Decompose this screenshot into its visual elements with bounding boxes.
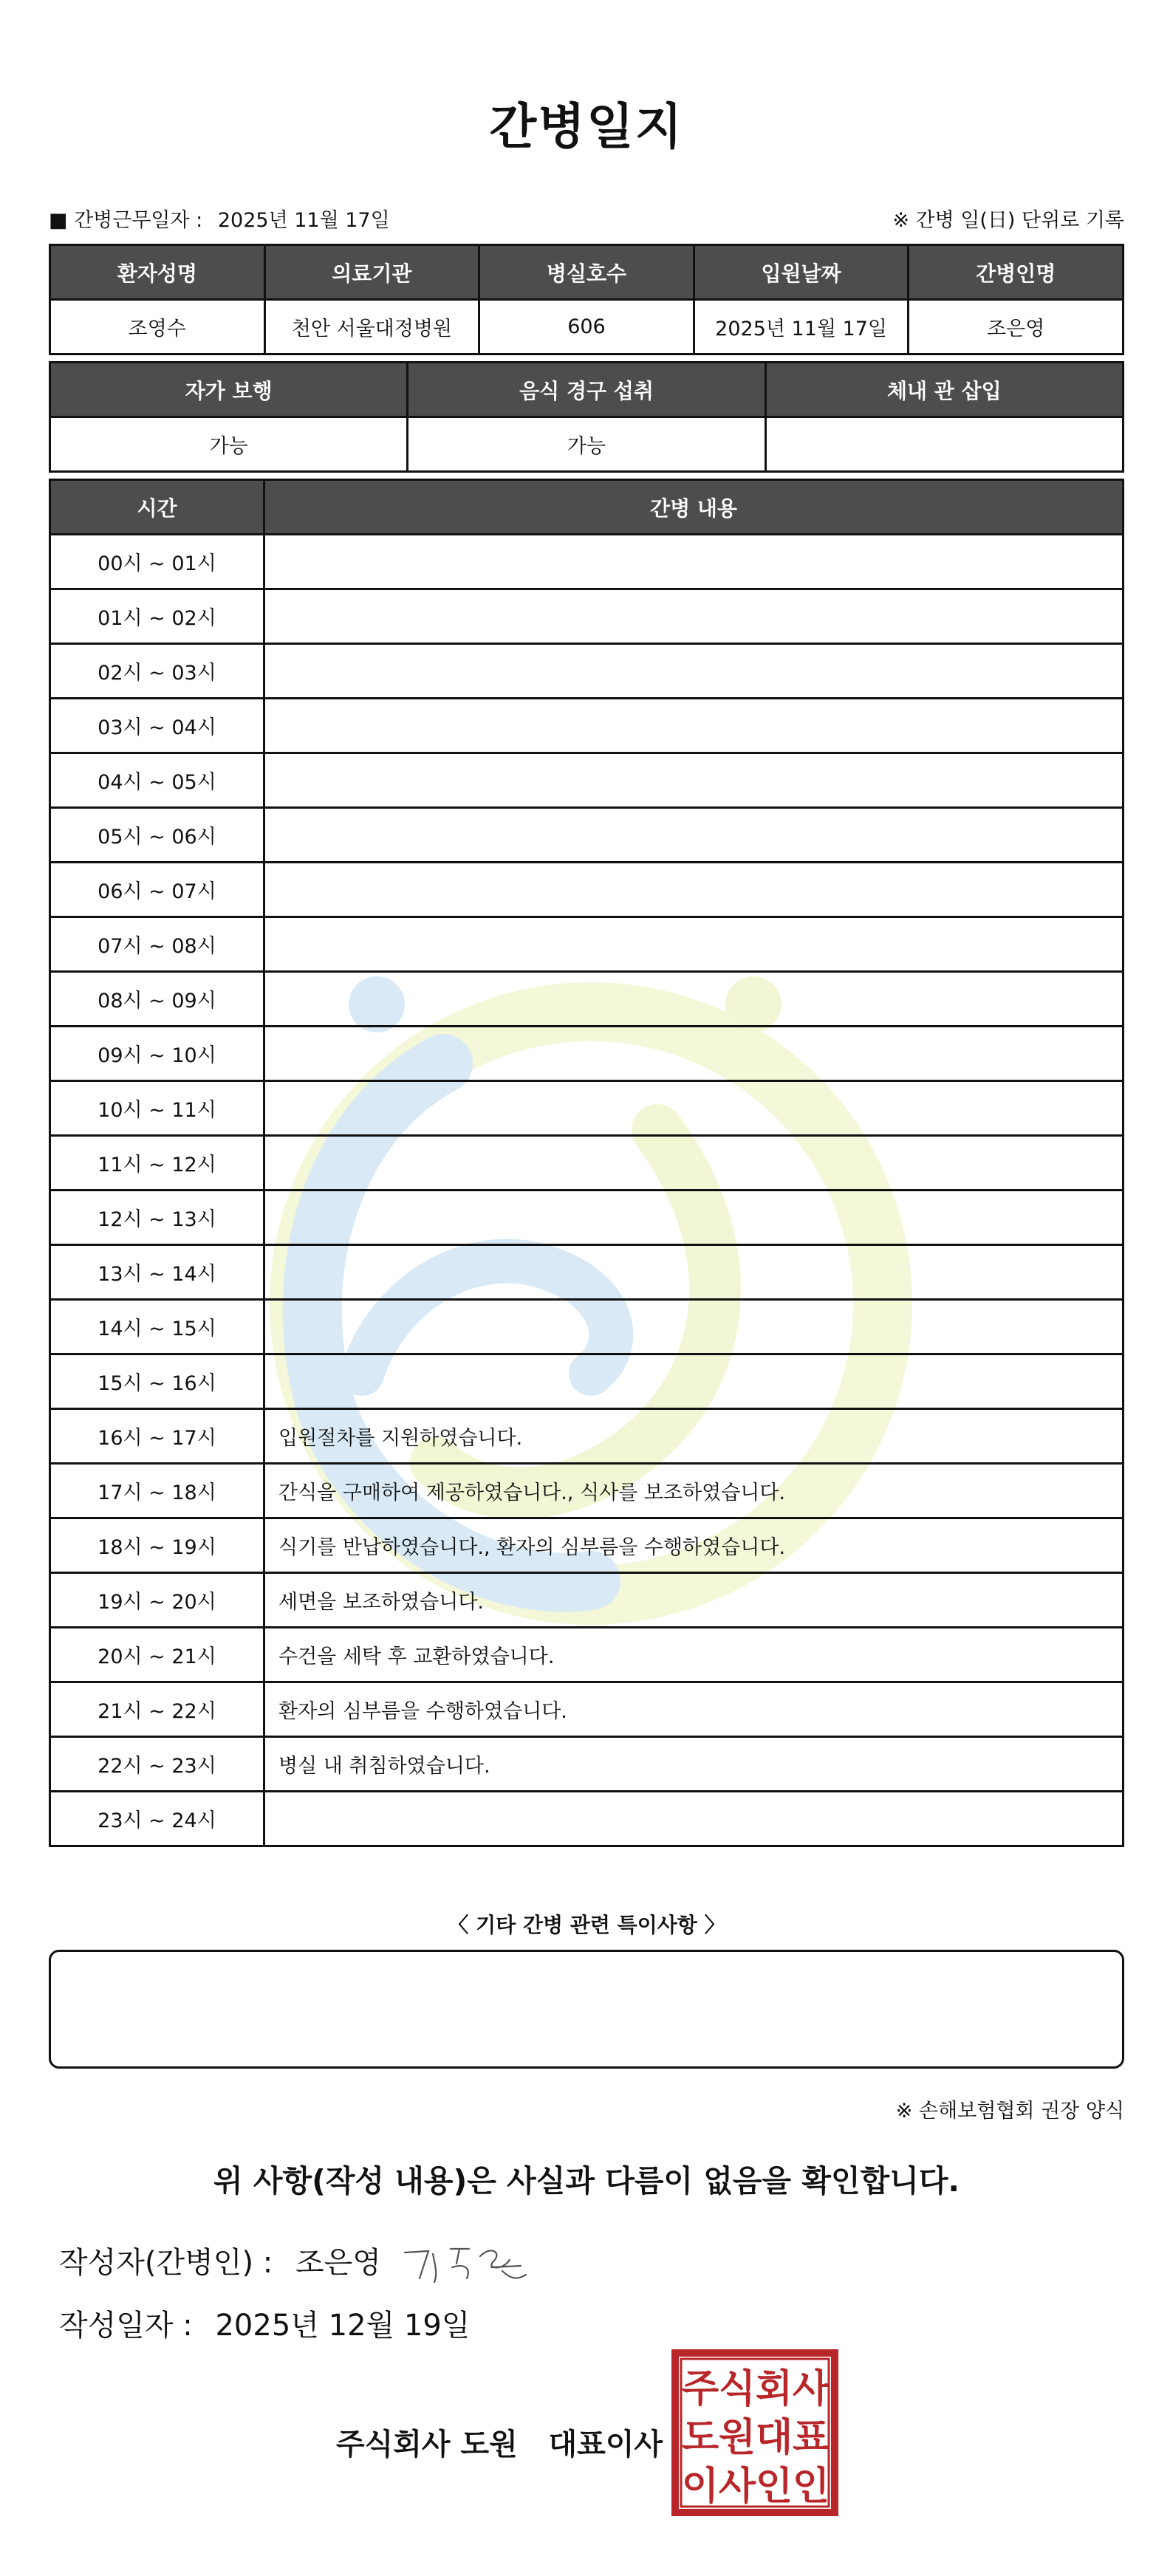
care-log-row <box>50 917 1124 972</box>
care-log-row <box>50 972 1124 1027</box>
care-log-row <box>50 535 1124 589</box>
company-seal-stamp <box>671 2349 839 2517</box>
care-log-time: 22시 ~ 23시 <box>50 1737 264 1792</box>
header-room-number: 병실호수 <box>479 245 694 300</box>
care-log-time: 10시 ~ 11시 <box>50 1081 264 1136</box>
care-log-row <box>50 808 1124 863</box>
remarks-heading: 〈 기타 간병 관련 특이사항 〉 <box>448 1913 725 1937</box>
care-log-content <box>264 589 1124 644</box>
care-log-content <box>264 972 1124 1027</box>
care-log-header-row <box>50 480 1124 535</box>
header-oral-intake: 음식 경구 섭취 <box>408 363 765 417</box>
written-date-line <box>59 2302 470 2344</box>
recommended-form-note: ※ 손해보험협회 권장 양식 <box>895 2100 1124 2123</box>
care-log-row <box>50 1792 1124 1846</box>
seal-glyph: 도 <box>681 2416 719 2460</box>
writer-name: 조은영 <box>295 2246 381 2280</box>
care-log-time: 05시 ~ 06시 <box>50 808 264 863</box>
care-log-time: 00시 ~ 01시 <box>50 535 264 589</box>
care-log-content <box>264 699 1124 753</box>
seal-glyph: 인 <box>755 2464 793 2509</box>
care-log-content: 입원절차를 지원하였습니다. <box>264 1409 1124 1464</box>
patient-info-table <box>49 244 1124 355</box>
care-log-content <box>264 1191 1124 1245</box>
care-log-time: 06시 ~ 07시 <box>50 863 264 917</box>
care-log-content <box>264 1245 1124 1300</box>
care-log-row <box>50 753 1124 808</box>
seal-glyph: 대 <box>755 2416 793 2460</box>
care-log-time: 03시 ~ 04시 <box>50 699 264 753</box>
care-log-time: 15시 ~ 16시 <box>50 1354 264 1409</box>
page-title: 간병일지 <box>489 98 684 155</box>
care-log-time: 04시 ~ 05시 <box>50 753 264 808</box>
care-log-row <box>50 644 1124 699</box>
handwritten-signature <box>399 2238 532 2289</box>
care-log-row <box>50 1518 1124 1573</box>
writer-line <box>59 2239 381 2281</box>
care-log-row <box>50 1027 1124 1081</box>
care-log-row <box>50 589 1124 644</box>
care-log-time: 09시 ~ 10시 <box>50 1027 264 1081</box>
care-log-content: 간식을 구매하여 제공하였습니다., 식사를 보조하였습니다. <box>264 1464 1124 1518</box>
care-log-content: 식기를 반납하였습니다., 환자의 심부름을 수행하였습니다. <box>264 1518 1124 1573</box>
care-log-content <box>264 1027 1124 1081</box>
care-log-row <box>50 1136 1124 1191</box>
header-self-walking: 자가 보행 <box>50 363 408 417</box>
care-log-time: 16시 ~ 17시 <box>50 1409 264 1464</box>
care-log-time: 12시 ~ 13시 <box>50 1191 264 1245</box>
work-date-label: ■ 간병근무일자 : <box>49 209 203 232</box>
care-log-content: 세면을 보조하였습니다. <box>264 1573 1124 1628</box>
daily-record-note: ※ 간병 일(日) 단위로 기록 <box>892 209 1124 232</box>
room-number: 606 <box>479 300 694 354</box>
care-log-row <box>50 1245 1124 1300</box>
header-time: 시간 <box>50 480 264 535</box>
care-log-row <box>50 1573 1124 1628</box>
patient-name: 조영수 <box>50 300 265 354</box>
seal-glyph: 사 <box>792 2367 830 2411</box>
admission-date: 2025년 11월 17일 <box>694 300 909 354</box>
patient-status-table <box>49 361 1124 473</box>
care-log-row <box>50 699 1124 753</box>
work-date-value: 2025년 11월 17일 <box>217 209 390 232</box>
care-log-time: 19시 ~ 20시 <box>50 1573 264 1628</box>
patient-status-value-row <box>50 417 1124 472</box>
seal-glyph: 이 <box>681 2464 719 2509</box>
header-tube-insertion: 체내 관 삽입 <box>765 363 1123 417</box>
care-log-time: 02시 ~ 03시 <box>50 644 264 699</box>
header-care-content: 간병 내용 <box>264 480 1124 535</box>
oral-intake-value: 가능 <box>408 417 765 472</box>
written-date-label: 작성일자 : <box>59 2309 193 2343</box>
remarks-box <box>49 1950 1124 2069</box>
care-log-table <box>49 479 1124 1847</box>
care-log-row <box>50 863 1124 917</box>
care-log-content <box>264 753 1124 808</box>
care-log-row <box>50 1628 1124 1682</box>
seal-glyph: 인 <box>792 2464 830 2509</box>
writer-label: 작성자(간병인) : <box>59 2246 273 2280</box>
seal-glyph: 주 <box>681 2367 719 2411</box>
care-log-content <box>264 1081 1124 1136</box>
care-log-row <box>50 1300 1124 1354</box>
care-log-time: 23시 ~ 24시 <box>50 1792 264 1846</box>
care-log-content <box>264 863 1124 917</box>
care-log-content <box>264 1792 1124 1846</box>
care-log-time: 11시 ~ 12시 <box>50 1136 264 1191</box>
care-log-row <box>50 1191 1124 1245</box>
written-date-value: 2025년 12월 19일 <box>215 2309 471 2343</box>
care-log-content: 환자의 심부름을 수행하였습니다. <box>264 1682 1124 1737</box>
care-log-row <box>50 1354 1124 1409</box>
care-log-content: 병실 내 취침하였습니다. <box>264 1737 1124 1792</box>
care-log-row <box>50 1081 1124 1136</box>
care-log-content <box>264 1300 1124 1354</box>
seal-glyph: 사 <box>718 2464 756 2509</box>
care-log-row <box>50 1409 1124 1464</box>
patient-info-header-row <box>50 245 1124 300</box>
care-log-time: 08시 ~ 09시 <box>50 972 264 1027</box>
care-log-content <box>264 917 1124 972</box>
seal-glyph: 식 <box>718 2367 756 2411</box>
header-caregiver-name: 간병인명 <box>909 245 1124 300</box>
care-log-time: 14시 ~ 15시 <box>50 1300 264 1354</box>
care-log-content <box>264 808 1124 863</box>
care-log-time: 17시 ~ 18시 <box>50 1464 264 1518</box>
care-log-row <box>50 1682 1124 1737</box>
self-walking-value: 가능 <box>50 417 408 472</box>
tube-insertion-value <box>765 417 1123 472</box>
header-patient-name: 환자성명 <box>50 245 265 300</box>
care-log-content: 수건을 세탁 후 교환하였습니다. <box>264 1628 1124 1682</box>
care-log-content <box>264 644 1124 699</box>
care-log-time: 01시 ~ 02시 <box>50 589 264 644</box>
care-log-time: 21시 ~ 22시 <box>50 1682 264 1737</box>
header-hospital: 의료기관 <box>264 245 479 300</box>
care-log-time: 18시 ~ 19시 <box>50 1518 264 1573</box>
company-representative: 주식회사 도원 대표이사 <box>336 2428 663 2462</box>
care-log-row <box>50 1737 1124 1792</box>
care-log-content <box>264 1354 1124 1409</box>
patient-info-value-row <box>50 300 1124 354</box>
care-log-time: 20시 ~ 21시 <box>50 1628 264 1682</box>
care-log-row <box>50 1464 1124 1518</box>
work-date-line <box>49 204 390 233</box>
patient-status-header-row <box>50 363 1124 417</box>
hospital-name: 천안 서울대정병원 <box>264 300 479 354</box>
confirmation-statement: 위 사항(작성 내용)은 사실과 다름이 없음을 확인합니다. <box>213 2163 960 2199</box>
care-log-time: 13시 ~ 14시 <box>50 1245 264 1300</box>
care-log-content <box>264 535 1124 589</box>
header-admission-date: 입원날짜 <box>694 245 909 300</box>
seal-glyph: 원 <box>718 2416 756 2460</box>
seal-glyph: 회 <box>755 2367 793 2411</box>
caregiver-name: 조은영 <box>909 300 1124 354</box>
care-log-time: 07시 ~ 08시 <box>50 917 264 972</box>
care-log-content <box>264 1136 1124 1191</box>
seal-glyph: 표 <box>792 2416 830 2460</box>
care-log-body <box>50 535 1124 1846</box>
